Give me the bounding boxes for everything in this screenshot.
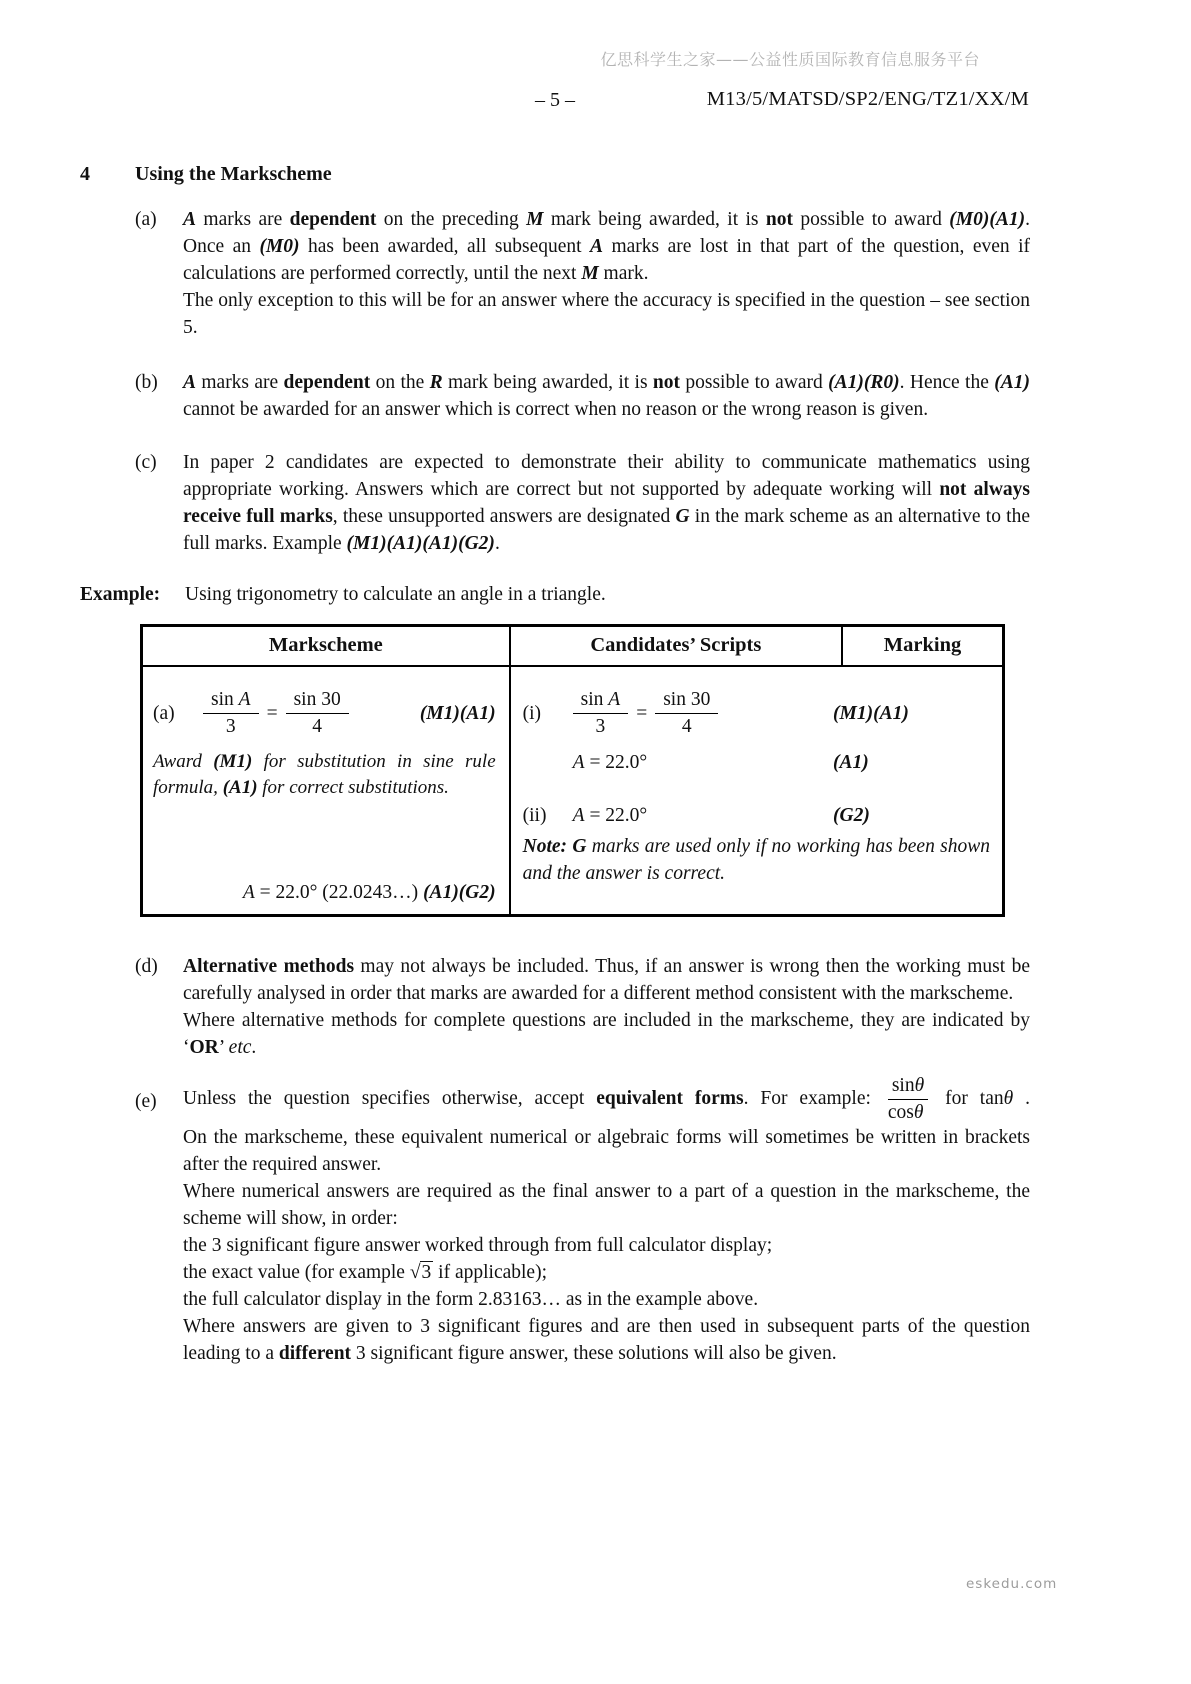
item-d-label: (d) <box>135 956 158 978</box>
table-body-row <box>143 667 1002 914</box>
example-row <box>80 581 1030 608</box>
candidates-scripts-cell <box>511 667 1002 914</box>
script-answer-row <box>523 749 990 776</box>
item-e-paragraph-5: the exact value (for example √ 3 if applicable); <box>183 1262 547 1283</box>
award-note: Award (M1) for substitution in sine rule formula, (A1) for correct substitutions. <box>153 750 496 799</box>
markscheme-item-label: (a) <box>153 703 175 725</box>
table-header-candidates-scripts: Candidates’ Scripts <box>511 627 843 665</box>
item-a-paragraph-1: A marks are dependent on the preceding M mark being awarded, it is not possible to award (M0)(A1). Once an (M0) has been awarded, all subsequent A marks are lost in that part of the question, even if calculations are performed correctly, until the next M mark. <box>183 209 1030 284</box>
fraction-sinA-3: $\frac{\text{sin A}}{3}$ <box>573 689 629 739</box>
script-ii-label: (ii) <box>522 804 547 826</box>
section-title: Using the Markscheme <box>135 163 332 185</box>
g-marks-note: Note: G marks are used only if no working has been shown and the answer is correct. <box>522 835 990 884</box>
item-e-paragraph-2: On the markscheme, these equivalent numerical or algebraic forms will sometimes be written in brackets after the required answer. <box>183 1127 1030 1175</box>
item-e-paragraph-3: Where numerical answers are required as the final answer to a part of a question in the markscheme, the scheme will show, in order: <box>183 1181 1030 1229</box>
item-c <box>80 449 1030 557</box>
script-answer: A = 22.0° <box>572 751 648 773</box>
document-code: M13/5/MATSD/SP2/ENG/TZ1/XX/M <box>706 88 1029 110</box>
item-a <box>80 206 1030 341</box>
item-d-paragraph-2: Where alternative methods for complete questions are included in the markscheme, they are indicated by ‘OR’ etc. <box>183 1010 1030 1059</box>
script-equation-row <box>523 689 990 739</box>
item-a-paragraph-2: The only exception to this will be for an answer where the accuracy is specified in the question – see section 5. <box>183 290 1030 338</box>
markscheme-equation-row <box>153 689 496 739</box>
item-e-paragraph-4: the 3 significant figure answer worked through from full calculator display; <box>183 1235 773 1256</box>
section-heading <box>80 161 1030 188</box>
item-e <box>80 1075 1030 1367</box>
markscheme-marks: (M1)(A1) <box>419 703 496 725</box>
marking-a1: (A1) <box>833 751 869 773</box>
script-ii-answer: A = 22.0° <box>572 804 648 826</box>
marking-m1a1: (M1)(A1) <box>833 703 909 725</box>
item-a-label: (a) <box>135 209 157 230</box>
example-text: Using trigonometry to calculate an angle in a triangle. <box>185 584 606 605</box>
header-watermark: 亿思科学生之家——公益性质国际教育信息服务平台 <box>600 50 980 69</box>
example-label: Example: <box>80 584 161 605</box>
item-d <box>80 953 1030 1061</box>
table-header-row <box>143 627 1002 667</box>
item-d-paragraph-1: Alternative methods may not always be included. Thus, if an answer is wrong then the working must be carefully analysed in order that marks are awarded for a different method consistent with the markscheme. <box>183 956 1030 1005</box>
markscheme-result-line: A = 22.0° (22.0243…) (A1)(G2) <box>242 882 496 904</box>
page-number: – 5 – <box>535 89 575 111</box>
footer-watermark: eskedu.com <box>966 1576 1058 1592</box>
content-column <box>80 161 1030 1367</box>
script-ii-row <box>523 802 990 829</box>
section-number: 4 <box>80 163 90 185</box>
item-e-paragraph-7: Where answers are given to 3 significant figures and are then used in subsequent parts of the question leading to a different 3 significant figure answer, these solutions will also be given. <box>183 1316 1030 1364</box>
item-c-paragraph-1: In paper 2 candidates are expected to demonstrate their ability to communicate mathematics using appropriate working. Answers which are correct but not supported by adequate working will not always receive full marks, these unsupported answers are designated G in the mark scheme as an alternative to the full marks. Example (M1)(A1)(A1)(G2). <box>183 452 1030 554</box>
item-c-label: (c) <box>135 452 157 473</box>
item-e-paragraph-1: Unless the question specifies otherwise, accept equivalent forms. For example: $\frac{\sin\theta}{\cos\theta}$ for tanθ . <box>183 1075 1031 1124</box>
item-b <box>80 369 1030 423</box>
fraction-sinA-3: $\frac{\text{sin A}}{3}$ <box>203 689 259 739</box>
sine-rule-equation <box>203 689 349 739</box>
item-e-paragraph-6: the full calculator display in the form 2.83163… as in the example above. <box>183 1289 759 1310</box>
fraction-sin-cos-theta: $\frac{\sin\theta}{\cos\theta}$ <box>888 1075 928 1124</box>
fraction-sin30-4: $\frac{\sin 30}{4}$ <box>286 689 349 739</box>
fraction-sin30-4: $\frac{\sin 30}{4}$ <box>655 689 718 739</box>
equals-sign: = <box>266 703 278 725</box>
item-b-label: (b) <box>135 372 158 393</box>
script-i-label: (i) <box>522 703 542 725</box>
item-b-paragraph-1: A marks are dependent on the R mark being awarded, it is not possible to award (A1)(R0). Hence the (A1) cannot be awarded for an answer which is correct when no reason or the wrong reason is given. <box>183 372 1030 420</box>
item-e-label: (e) <box>135 1091 157 1113</box>
table-header-marking: Marking <box>883 634 962 656</box>
markscheme-table <box>140 624 1005 917</box>
script-sine-rule-equation <box>573 689 719 739</box>
table-header-markscheme: Markscheme <box>143 627 511 665</box>
marking-g2: (G2) <box>833 804 870 826</box>
equals-sign: = <box>636 703 648 725</box>
markscheme-cell <box>143 667 511 914</box>
